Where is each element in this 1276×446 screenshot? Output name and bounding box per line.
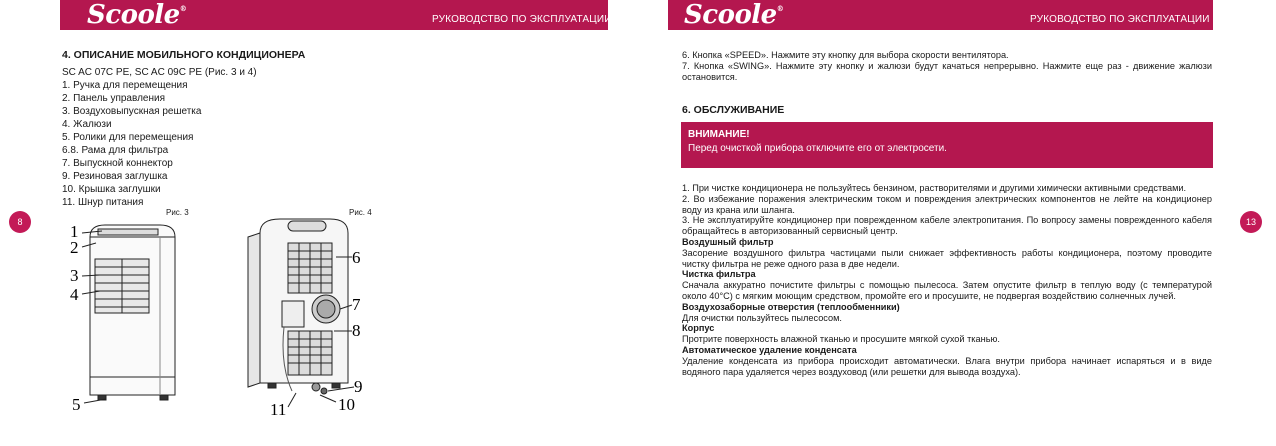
right-header-title: РУКОВОДСТВО ПО ЭКСПЛУАТАЦИИ — [1030, 14, 1210, 25]
fig3-label-3: 3 — [70, 266, 79, 285]
right-section-title: 6. ОБСЛУЖИВАНИЕ — [682, 104, 785, 116]
list-item: 9. Резиновая заглушка — [62, 171, 168, 182]
list-item: 2. Панель управления — [62, 93, 165, 104]
page-number-left: 8 — [9, 211, 31, 233]
fig4-rear-view — [240, 215, 380, 420]
maintenance-text — [682, 183, 1212, 377]
fig4-label-6: 6 — [352, 248, 361, 267]
list-item: 11. Шнур питания — [62, 197, 144, 208]
list-item: 6.8. Рама для фильтра — [62, 145, 169, 156]
subheading: Автоматическое удаление конденсата — [682, 344, 857, 355]
subheading: Воздушный фильтр — [682, 236, 774, 247]
fig3-caption: Рис. 3 — [166, 208, 189, 217]
brand-logo-left: Scoole® — [87, 0, 187, 30]
paragraph: 2. Во избежание поражения электрическим током и повреждения электрических компонентов не лейте на кондиционер воду из крана или шланга. — [682, 193, 1212, 215]
paragraph: Сначала аккуратно почистите фильтры с помощью пылесоса. Затем опустите фильтр в теплую воду (с температурой около 40°С) с мягким моющим средством, промойте его и просушите, не подвергая воздействию солнечных лучей. — [682, 280, 1212, 301]
fig4-label-9: 9 — [354, 377, 363, 396]
list-item: 4. Жалюзи — [62, 119, 112, 130]
list-item: 10. Крышка заглушки — [62, 184, 161, 195]
paragraph: Удаление конденсата из прибора происходит автоматически. Влага внутри прибора начинает испаряться и в виде водяного пара удаляется через воздуховод (или решетки для вывода воздуха). — [682, 355, 1212, 377]
subheading: Воздухозаборные отверстия (теплообменники) — [682, 301, 900, 312]
list-item: 3. Воздуховыпускная решетка — [62, 106, 202, 117]
paragraph: Засорение воздушного фильтра частицами пыли снижает эффективность работы кондиционера, поэтому проводите чистку фильтра не реже одного раза в две недели. — [682, 247, 1212, 269]
intro-line: 7. Кнопка «SWING». Нажмите эту кнопку и жалюзи будут качаться непрерывно. Нажмите еще раз - движение жалюзи остановится. — [682, 60, 1212, 82]
fig3-label-4: 4 — [70, 285, 79, 304]
fig4-label-10: 10 — [338, 395, 355, 414]
list-item: 1. Ручка для перемещения — [62, 80, 188, 91]
list-item: 5. Ролики для перемещения — [62, 132, 194, 143]
subheading: Корпус — [682, 323, 715, 334]
fig4-label-7: 7 — [352, 295, 361, 314]
paragraph: 1. При чистке кондиционера не пользуйтесь бензином, растворителями и другими химически активными средствами. — [682, 183, 1187, 193]
paragraph: 3. Не эксплуатируйте кондиционер при поврежденном кабеле электропитания. По вопросу замены поврежденного кабеля обращайтесь в авторизованный сервисный центр. — [682, 215, 1212, 237]
paragraph: Протрите поверхность влажной тканью и просушите мягкой сухой тканью. — [682, 334, 1000, 345]
intro-text — [682, 50, 1212, 82]
fig3-label-2: 2 — [70, 238, 79, 257]
warning-text: Перед очисткой прибора отключите его от электросети. — [688, 143, 947, 154]
left-header-title: РУКОВОДСТВО ПО ЭКСПЛУАТАЦИИ — [432, 14, 612, 25]
warning-box — [681, 122, 1213, 168]
list-item: 7. Выпускной коннектор — [62, 158, 173, 169]
warning-title: ВНИМАНИЕ! — [688, 129, 750, 140]
left-section-title: 4. ОПИСАНИЕ МОБИЛЬНОГО КОНДИЦИОНЕРА — [62, 49, 306, 61]
subheading: Чистка фильтра — [682, 269, 756, 280]
fig3-label-1: 1 — [70, 222, 79, 241]
parts-list — [62, 66, 257, 209]
page-number-right: 13 — [1240, 211, 1262, 233]
fig4-caption: Рис. 4 — [349, 208, 372, 217]
intro-line: 6. Кнопка «SPEED». Нажмите эту кнопку для выбора скорости вентилятора. — [682, 50, 1009, 60]
list-item: SC AC 07C PE, SC AC 09C PE (Рис. 3 и 4) — [62, 67, 257, 78]
fig4-label-8: 8 — [352, 321, 361, 340]
paragraph: Для очистки пользуйтесь пылесосом. — [682, 312, 842, 323]
brand-logo-right: Scoole® — [684, 0, 784, 30]
fig3-front-view — [60, 215, 190, 420]
fig3-label-5: 5 — [72, 395, 81, 414]
fig4-label-11: 11 — [270, 400, 287, 419]
